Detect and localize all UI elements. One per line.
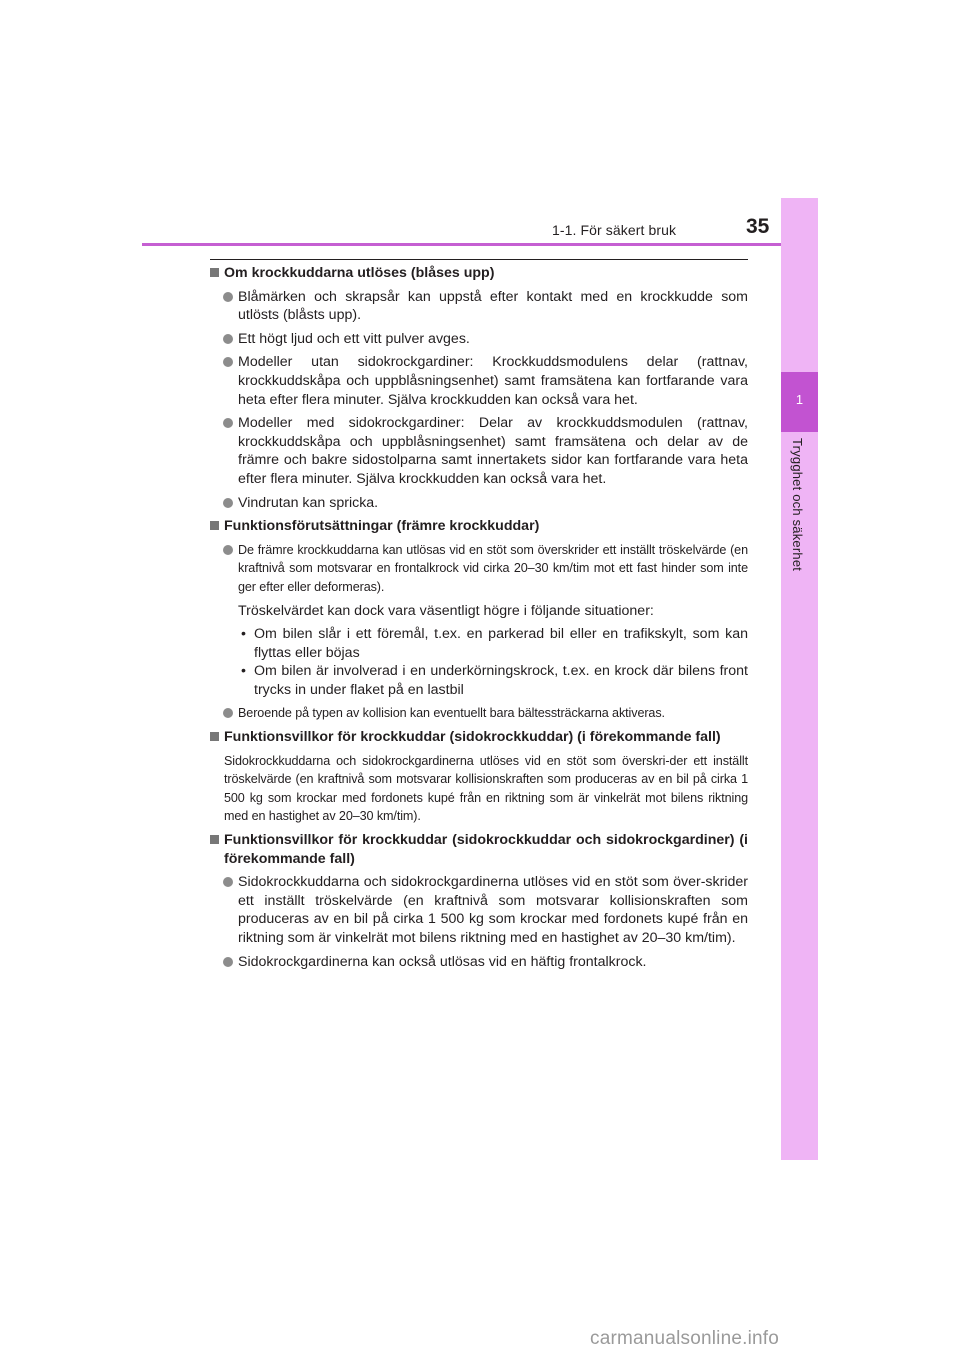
list-item [210,704,748,723]
square-bullet-icon [210,268,219,277]
page-content [210,264,748,976]
paragraph: Sidokrockkuddarna och sidokrockgardinerna utlöses vid en stöt som överskri-der ett inställt tröskelvärde (en kraftnivå som motsvarar kollisionskraften som produceras av en bil på cirka 1 500 kg som krockar med fordonets kupé från en riktning som är vinkelrät mot bilens riktning med en hastighet av 20–30 km/tim). [224,753,748,824]
round-bullet-icon [223,957,233,967]
round-bullet-icon [223,357,233,367]
list-item-text: De främre krockkuddarna kan utlösas vid en stöt som överskrider ett inställt tröskelvärde (en kraftnivå som motsvarar en frontalkrock vid cirka 20–30 km/tim mot ett fast hinder som inte ger efter eller deformeras). [238,542,748,594]
paragraph: Tröskelvärdet kan dock vara väsentligt högre i följande situationer: [238,602,654,619]
section-heading [210,728,748,747]
square-bullet-icon [210,521,219,530]
round-bullet-icon [223,708,233,718]
list-item [210,541,748,597]
list-item-text: Modeller med sidokrockgardiner: Delar av krockkuddsmodulen (rattnav, krockkuddskåpa och uppblåsningsenhet) samt framsätena och delar av de främre och bakre sidostolparna samt innertakets sidor kan fortfarande vara heta efter flera minuter. Själva krockkudden kan också vara het. [238,415,748,487]
chapter-tab-label: Trygghet och säkerhet [790,438,805,572]
round-bullet-icon [223,334,233,344]
dash-item: • Om bilen slår i ett föremål, t.ex. en parkerad bil eller en trafikskylt, som kan flyttas eller böjas [241,626,748,661]
list-item-text: Ett högt ljud och ett vitt pulver avges. [238,330,470,347]
list-item [210,288,748,325]
list-item-text: Modeller utan sidokrockgardiner: Krockkuddsmodulens delar (rattnav, krockkuddskåpa och uppblåsningsenhet) samt framsätena kan fortfarande vara heta efter flera minuter. Själva krockkudden kan också vara het. [238,354,748,408]
heading-text: Funktionsförutsättningar (främre krockkuddar) [224,518,540,535]
square-bullet-icon [210,835,219,844]
section-heading [210,831,748,868]
heading-text: Om krockkuddarna utlöses (blåses upp) [224,265,495,281]
heading-text: Funktionsvillkor för krockkuddar (sidokrockkuddar och sidokrockgardiner) (i förekommande fall) [224,832,748,867]
header-divider [142,243,818,246]
dash-item-text: Om bilen slår i ett föremål, t.ex. en parkerad bil eller en trafikskylt, som kan flyttas eller böjas [254,626,748,661]
round-bullet-icon [223,498,233,508]
round-bullet-icon [223,418,233,428]
square-bullet-icon [210,732,219,741]
list-item [210,953,748,972]
section-heading [210,264,748,283]
list-item-text: Vindrutan kan spricka. [238,494,379,511]
content-divider [210,259,748,260]
section-heading [210,517,748,536]
watermark-text: carmanualsonline.info [590,1328,780,1349]
round-bullet-icon [223,292,233,302]
list-item-text: Blåmärken och skrapsår kan uppstå efter kontakt med en krockkudde som utlösts (blåsts upp). [238,288,748,324]
list-item [210,873,748,947]
list-item [210,494,748,513]
round-bullet-icon [223,877,233,887]
list-item-text: Beroende på typen av kollision kan eventuellt bara bältessträckarna aktiveras. [238,706,665,721]
list-item [210,353,748,409]
side-tab-strip [781,198,818,1160]
dash-item-text: Om bilen är involverad i en underkörningskrock, t.ex. en krock där bilens front trycks in under flaket på en lastbil [254,663,748,698]
chapter-tab[interactable]: 1 [781,372,818,432]
page-number: 35 [746,215,770,238]
list-item [210,414,748,488]
section-title: 1-1. För säkert bruk [552,222,677,238]
list-item [210,330,748,349]
dash-item: • Om bilen är involverad i en underkörningskrock, t.ex. en krock där bilens front trycks in under flaket på en lastbil [241,663,748,698]
list-item-text: Sidokrockgardinerna kan också utlösas vid en häftig frontalkrock. [238,953,647,970]
list-item-text: Sidokrockkuddarna och sidokrockgardinerna utlöses vid en stöt som över-skrider ett inställt tröskelvärde (en kraftnivå som motsvarar kollisionskraften som produceras av en bil på cirka 1 500 kg som krockar med fordonets kupé från en riktning som är vinkelrät mot bilens riktning med en hastighet av 20–30 km/tim). [238,874,748,946]
round-bullet-icon [223,545,233,555]
heading-text: Funktionsvillkor för krockkuddar (sidokrockkuddar) (i förekommande fall) [224,729,721,746]
